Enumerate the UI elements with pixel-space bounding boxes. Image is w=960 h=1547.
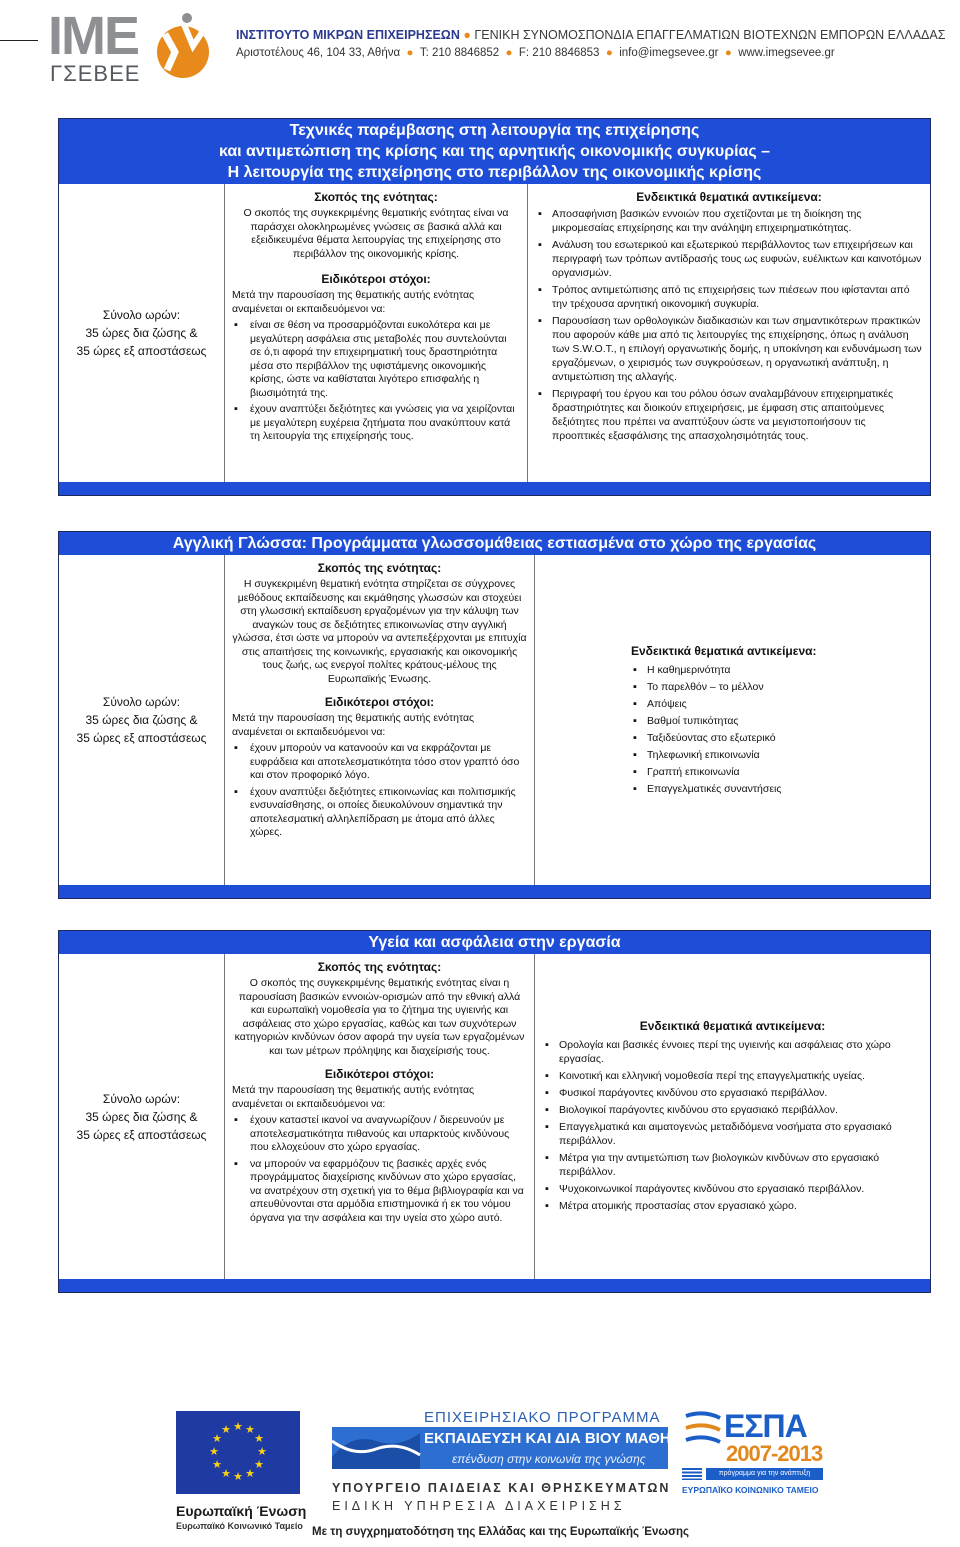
list-item: ▪ Γραπτή επικοινωνία [631,765,922,779]
topics-list [543,1038,922,1216]
greek-flag-icon [682,1468,702,1480]
list-item: ▪ Απόψεις [631,697,922,711]
cofunding-note: Με τη συγχρηματοδότηση της Ελλάδας και της Ευρωπαϊκής Ένωσης [312,1526,689,1538]
program-table-crisis [58,118,931,496]
program-table-health-safety [58,930,931,1293]
espa-tagline: πρόγραμμα για την ανάπτυξη [706,1468,823,1480]
logo-mark-icon [153,12,211,84]
espa-fund: ΕΥΡΩΠΑΪΚΟ ΚΟΙΝΩΝΙΚΟ ΤΑΜΕΙΟ [682,1485,819,1495]
ministry-name: ΥΠΟΥΡΓΕΙΟ ΠΑΙΔΕΙΑΣ ΚΑΙ ΘΡΗΣΚΕΥΜΑΤΩΝ [332,1481,671,1495]
program-slogan: επένδυση στην κοινωνία της γνώσης [452,1452,646,1466]
objectives-heading: Ειδικότεροι στόχοι: [321,272,431,286]
hours-cell: Σύνολο ωρών: 35 ώρες δια ζώσης & 35 ώρες εξ αποστάσεως [59,555,225,885]
table-footer-bar [59,885,930,898]
program-title: Τεχνικές παρέμβασης στη λειτουργία της επιχείρησης και αντιμετώπιση της κρίσης και της αρνητικής οικονομικής συγκυρίας – Η λειτουργία της επιχείρησης στο περιβάλλον της οικονομικής κρίσης [59,119,930,184]
svg-text:★: ★ [254,1432,264,1445]
logo-gsevee-text: ΓΣΕΒΕΕ [50,61,141,86]
table-footer-bar [59,482,930,495]
institute-name: ΙΝΣΤΙΤΟΥΤΟ ΜΙΚΡΩΝ ΕΠΙΧΕΙΡΗΣΕΩΝ [236,28,460,42]
list-item: ▪ Επαγγελματικά και αιματογενώς μεταδιδόμενα νοσήματα στο εργασιακό περιβάλλον. [543,1120,922,1148]
objectives-list [232,319,520,444]
topics-heading: Ενδεικτικά θεματικά αντικείμενα: [639,1019,826,1033]
list-item: ▪ έχουν καταστεί ικανοί να αναγνωρίζουν / διερευνούν με αποτελεσματικότητα πιθανούς και υπαρκτούς κινδύνους που ελλοχεύουν στο χώρο εργασίας. [232,1114,527,1155]
objectives-heading: Ειδικότεροι στόχοι: [324,695,435,709]
list-item: ▪ Φυσικοί παράγοντες κινδύνου στο εργασιακό περιβάλλον. [543,1086,922,1100]
svg-text:★: ★ [212,1458,222,1471]
svg-text:★: ★ [221,1467,231,1480]
list-item: ▪ Ταξιδεύοντας στο εξωτερικό [631,731,922,745]
program-line1: ΕΠΙΧΕΙΡΗΣΙΑΚΟ ΠΡΟΓΡΑΜΜΑ [424,1409,661,1426]
topics-cell [535,954,930,1279]
header-rule [0,40,38,41]
list-item: ▪ είναι σε θέση να προσαρμόζονται ευκολότερα και με μεγαλύτερη ασφάλεια στις μεταβολές που συντελούνται σε ό,τι αφορά την επιχειρηματική τους δραστηριότητα μέσα στο περιβάλλον της υφιστάμενης οικονομικής κρίσης, ώστε να καθίσταται λιγότερο επισφαλής η βιωσιμότητά της. [232,319,520,400]
list-item: ▪ να μπορούν να εφαρμόζουν τις βασικές αρχές ενός προγράμματος διαχείρισης κινδύνων στο χώρο εργασίας, να ανατρέχουν στη σχετική για το θέμα βιβλιογραφία και να απευθύνονται στα αρμόδια επιστημονικά ή εκ του νόμου όργανα για την ασφάλεια και την υγεία στο χώρο αυτό. [232,1158,527,1226]
svg-text:★: ★ [233,1420,243,1433]
svg-text:★: ★ [245,1467,255,1480]
list-item: ▪ έχουν αναπτύξει δεξιότητες επικοινωνίας και πολιτισμικής ενσυναίσθησης, οι οποίες διευκολύνουν σημαντικά την αποτελεσματική αλληλεπίδραση με άτομα από άλλες χώρες. [232,786,527,840]
eu-stars-icon [176,1411,300,1494]
list-item: ▪ Η καθημερινότητα [631,663,922,677]
objectives-list [232,742,527,840]
program-table-english [58,531,931,899]
espa-swoosh-icon [682,1408,722,1468]
topics-heading: Ενδεικτικά θεματικά αντικείμενα: [631,643,817,658]
program-title: Αγγλική Γλώσσα: Προγράμματα γλωσσομάθειας εστιασμένα στο χώρο της εργασίας [59,532,930,555]
svg-text:★: ★ [233,1470,243,1483]
email-link[interactable]: info@imegsevee.gr [619,47,719,59]
svg-text:★: ★ [212,1432,222,1445]
objectives-list [232,1114,527,1225]
list-item: ▪ Ορολογία και βασικές έννοιες περί της υγιεινής και ασφάλειας στο χώρο εργασίας. [543,1038,922,1066]
fax: F: 210 8846853 [518,47,600,59]
program-line2: ΕΚΠΑΙΔΕΥΣΗ ΚΑΙ ΔΙΑ ΒΙΟΥ ΜΑΘΗΣΗ [424,1430,691,1447]
eu-fund: Ευρωπαϊκό Κοινωνικό Ταμείο [176,1521,303,1531]
purpose-cell [225,954,535,1279]
confederation-name: ΓΕΝΙΚΗ ΣΥΝΟΜΟΣΠΟΝΔΙΑ ΕΠΑΓΓΕΛΜΑΤΙΩΝ ΒΙΟΤΕΧΝΩΝ ΕΜΠΟΡΩΝ ΕΛΛΑΔΑΣ [474,28,946,42]
objectives-intro: Μετά την παρουσίαση της θεματικής αυτής ενότητας αναμένεται οι εκπαιδευόμενοι να: [232,289,475,315]
list-item: ▪ Μέτρα για την αντιμετώπιση των βιολογικών κινδύνων στο εργασιακό περιβάλλον. [543,1151,922,1179]
website-link[interactable]: www.imegsevee.gr [738,47,835,59]
topics-cell [528,184,930,482]
purpose-heading: Σκοπός της ενότητας: [317,960,442,974]
svg-text:★: ★ [221,1423,231,1436]
table-footer-bar [59,1279,930,1292]
purpose-text: Ο σκοπός της συγκεκριμένης θεματικής ενότητας είναι να παράσχει ολοκληρωμένες γνώσεις σε βασικά αλλά και εξειδικευμένα θέματα λειτουργίας της επιχείρησης στο περιβάλλον της οικονομικής κρίσης. [243,207,509,260]
header-title [236,28,945,42]
eu-flag-icon [176,1411,300,1494]
objectives-intro: Μετά την παρουσίαση της θεματικής αυτής ενότητας αναμένεται οι εκπαιδευόμενοι να: [232,1084,475,1110]
logo-ime-text: IME [48,6,139,66]
education-program-logo [332,1409,691,1517]
list-item: ▪ Παρουσίαση των ορθολογικών διαδικασιών και των σημαντικότερων πρακτικών που αφορούν κάθε μια από τις λειτουργίες της επιχείρησης, όπως η ανάλυση των S.W.O.T., η επιλογή οργανωτικής δομής, η υποκίνηση και ενδυνάμωση των εργαζόμενων, ο χειρισμός των συγκρούσεων, η οργανωτική ανάπτυξη, η αντιμετώπιση της αλλαγής. [536,314,922,384]
list-item: ▪ Περιγραφή του έργου και του ρόλου όσων αναλαμβάνουν επιχειρηματικές δραστηριότητες και διοικούν επιχειρήσεις, με έμφαση στις απαιτούμενες δεξιότητες που πρέπει να αναπτύξουν ώστε να μεγιστοποιήσουν τις προοπτικές εξασφάλισης της απασχολησιμότητάς τους. [536,387,922,443]
program-title: Υγεία και ασφάλεια στην εργασία [59,931,930,954]
list-item: ▪ Ανάλυση του εσωτερικού και εξωτερικού περιβάλλοντος των επιχειρήσεων και περιγραφή των τρόπων αντίδρασής τους ως ευφυών, ευέλικτων και καινοτόμων οργανισμών. [536,238,922,280]
list-item: ▪ Επαγγελματικές συναντήσεις [631,782,922,796]
list-item: ▪ Βαθμοί τυπικότητας [631,714,922,728]
list-item: ▪ έχουν μπορούν να κατανοούν και να εκφράζονται με ευφράδεια και αποτελεσματικότητα τόσο στον γραπτό όσο και στον προφορικό λόγο. [232,742,527,783]
purpose-heading: Σκοπός της ενότητας: [317,561,442,575]
espa-years: 2007-2013 [726,1441,823,1466]
purpose-cell [225,555,535,885]
espa-logo [682,1408,832,1500]
list-item: ▪ Ψυχοκοινωνικοί παράγοντες κινδύνου στο εργασιακό περιβάλλον. [543,1182,922,1196]
topics-list [536,207,922,443]
eu-name: Ευρωπαϊκή Ένωση [176,1503,307,1519]
svg-text:★: ★ [257,1445,267,1458]
objectives-heading: Ειδικότεροι στόχοι: [324,1067,435,1081]
topics-list [631,663,922,799]
svg-text:★: ★ [245,1423,255,1436]
topics-heading: Ενδεικτικά θεματικά αντικείμενα: [636,190,822,204]
svg-text:★: ★ [209,1445,219,1458]
objectives-intro: Μετά την παρουσίαση της θεματικής αυτής ενότητας αναμένεται οι εκπαιδευόμενοι να: [232,712,475,738]
header-contact: Αριστοτέλους 46, 104 33, Αθήνα ● T: 210 8846852 ● F: 210 8846853 ● info@imegsevee.gr ● www.imegsevee.gr [236,47,835,59]
espa-title: ΕΣΠΑ [724,1408,807,1444]
managing-authority: ΕΙΔΙΚΗ ΥΠΗΡΕΣΙΑ ΔΙΑΧΕΙΡΙΣΗΣ [332,1499,626,1513]
purpose-cell [225,184,528,482]
purpose-text: Η συγκεκριμένη θεματική ενότητα στηρίζεται σε σύγχρονες μεθόδους εκπαίδευσης και εκμάθησης γλωσσών και στοχεύει στη γλωσσική εκπαίδευση εργαζομένων για την κάλυψη των αναγκών τους σε δεξιότητες επικοινωνίας στην αγγλική γλώσσα, έτσι ώστε να μπορούν να αντεπεξέρχονται με επιτυχία στις απαιτήσεις της κοινωνικής, εργασιακής και οικονομικής τους ζωής, ως ενεργοί πολίτες κράτους-μέλους της Ευρωπαϊκής Ένωσης. [232,578,527,685]
hours-cell: Σύνολο ωρών: 35 ώρες δια ζώσης & 35 ώρες εξ αποστάσεως [59,954,225,1279]
svg-text:★: ★ [254,1458,264,1471]
topics-cell [535,555,930,885]
list-item: ▪ Κοινοτική και ελληνική νομοθεσία περί της επαγγελματικής υγείας. [543,1069,922,1083]
list-item: ▪ έχουν αναπτύξει δεξιότητες και γνώσεις για να χειρίζονται με μεγαλύτερη ευχέρεια ζητήματα που ανακύπτουν κατά τη λειτουργία της επιχείρησής τους. [232,403,520,444]
ime-gsevee-logo [48,6,213,88]
list-item: ▪ Μέτρα ατομικής προστασίας στον εργασιακό χώρο. [543,1199,922,1213]
purpose-heading: Σκοπός της ενότητας: [314,190,438,204]
phone: T: 210 8846852 [419,47,500,59]
list-item: ▪ Τηλεφωνική επικοινωνία [631,748,922,762]
list-item: ▪ Αποσαφήνιση βασικών εννοιών που σχετίζονται με τη διοίκηση της μικρομεσαίας επιχείρησης και την ανάληψη επιχειρηματικότητας. [536,207,922,235]
purpose-text: Ο σκοπός της συγκεκριμένης θεματικής ενότητας είναι η παρουσίαση βασικών εννοιών-ορισμών από την εθνική αλλά και ευρωπαϊκή νομοθεσία για το ζήτημα της υγιεινής και ασφάλειας στο χώρο εργασίας, καθώς και των συχνότερων κατηγοριών κινδύνων όσον αφορά την υγεία των εργαζομένων και των μέτρων πρόληψης και διαχείρισής τους. [234,977,525,1057]
list-item: ▪ Τρόπος αντιμετώπισης από τις επιχειρήσεις των πιέσεων που ιφίστανται από την τρέχουσα αρνητική οικονομική συγκυρία. [536,283,922,311]
address: Αριστοτέλους 46, 104 33, Αθήνα [236,47,401,59]
hours-cell: Σύνολο ωρών: 35 ώρες δια ζώσης & 35 ώρες εξ αποστάσεως [59,184,225,482]
list-item: ▪ Το παρελθόν – το μέλλον [631,680,922,694]
separator-dot: ● [463,28,471,42]
list-item: ▪ Βιολογικοί παράγοντες κινδύνου στο εργασιακό περιβάλλον. [543,1103,922,1117]
